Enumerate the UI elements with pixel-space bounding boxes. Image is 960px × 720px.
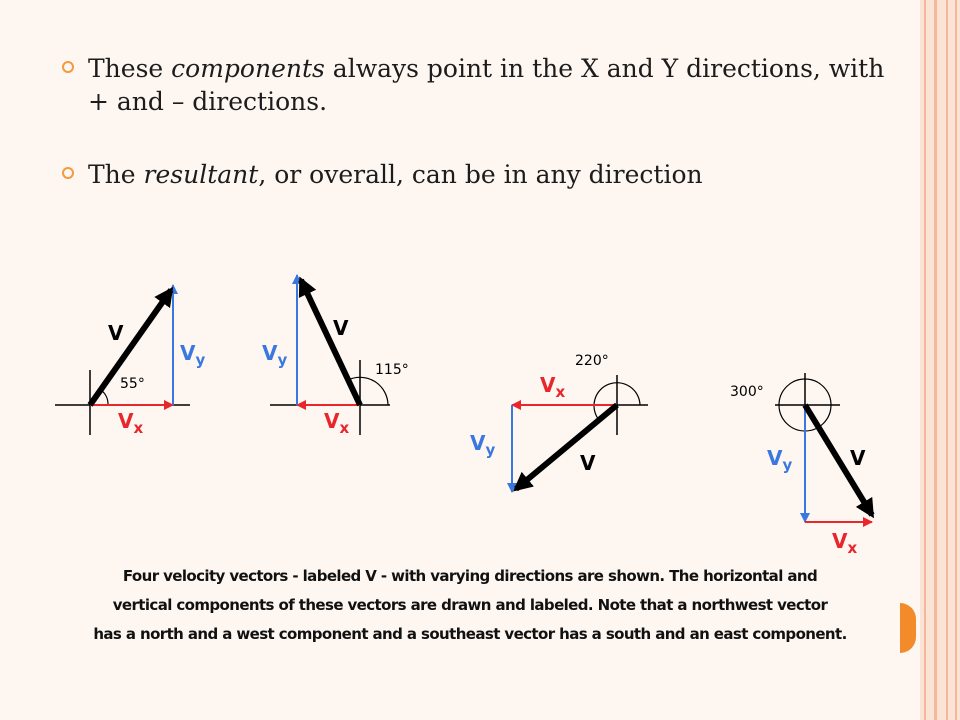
velocity-vector [516, 405, 617, 489]
bullet-list [60, 52, 890, 191]
x-label-sub: x [555, 383, 566, 401]
angle-label: 220° [575, 353, 609, 369]
vector-diagram-300 [730, 373, 872, 557]
bullet-text-start: The [88, 160, 144, 189]
bullet-text-start: These [88, 54, 172, 83]
x-label-main: V [324, 409, 340, 433]
y-label-main: V [470, 431, 486, 455]
y-component-label [767, 446, 792, 474]
angle-label: 55° [120, 376, 145, 392]
y-label-sub: y [782, 456, 793, 474]
vector-components-figure [40, 260, 900, 560]
velocity-label: V [580, 451, 596, 475]
caption-line: vertical components of these vectors are drawn and labeled. Note that a northwest vector [112, 596, 828, 614]
vector-diagram-220 [470, 353, 648, 492]
caption-line: Four velocity vectors - labeled V - with varying directions are shown. The horizontal and [122, 567, 818, 585]
y-component-label [262, 341, 287, 369]
y-label-sub: y [277, 351, 288, 369]
y-label-main: V [262, 341, 278, 365]
y-component-label [470, 431, 495, 459]
x-component-label [540, 373, 565, 401]
y-label-main: V [767, 446, 783, 470]
x-label-sub: x [133, 419, 144, 437]
velocity-label: V [850, 446, 866, 470]
y-component-label [180, 341, 205, 369]
y-label-main: V [180, 341, 196, 365]
bullet-components [60, 52, 890, 118]
caption-line: has a north and a west component and a southeast vector has a south and an east component. [93, 625, 847, 643]
bullet-resultant [60, 158, 890, 191]
bullet-text-end: , or overall, can be in any direction [258, 160, 703, 189]
x-label-main: V [118, 409, 134, 433]
bullet-text-end: always point in the X and Y directions, with + and – directions. [88, 54, 885, 116]
x-label-sub: x [847, 539, 858, 557]
y-label-sub: y [195, 351, 206, 369]
x-label-main: V [832, 529, 848, 553]
velocity-label: V [108, 321, 124, 345]
x-component-label [324, 409, 349, 437]
bullet-marker-icon [62, 61, 74, 73]
velocity-vector [301, 280, 360, 405]
x-label-sub: x [339, 419, 350, 437]
bullet-emphasis: resultant [143, 160, 259, 189]
vector-diagram-115 [262, 275, 409, 437]
velocity-label: V [333, 316, 349, 340]
angle-label: 300° [730, 384, 764, 400]
right-border-decoration [920, 0, 960, 720]
angle-label: 115° [375, 362, 409, 378]
x-component-label [832, 529, 857, 557]
y-label-sub: y [485, 441, 496, 459]
bullet-emphasis: components [171, 54, 325, 83]
bullet-marker-icon [62, 167, 74, 179]
vector-diagram-55 [55, 285, 205, 437]
figure-caption [40, 562, 900, 649]
x-label-main: V [540, 373, 556, 397]
x-component-label [118, 409, 143, 437]
